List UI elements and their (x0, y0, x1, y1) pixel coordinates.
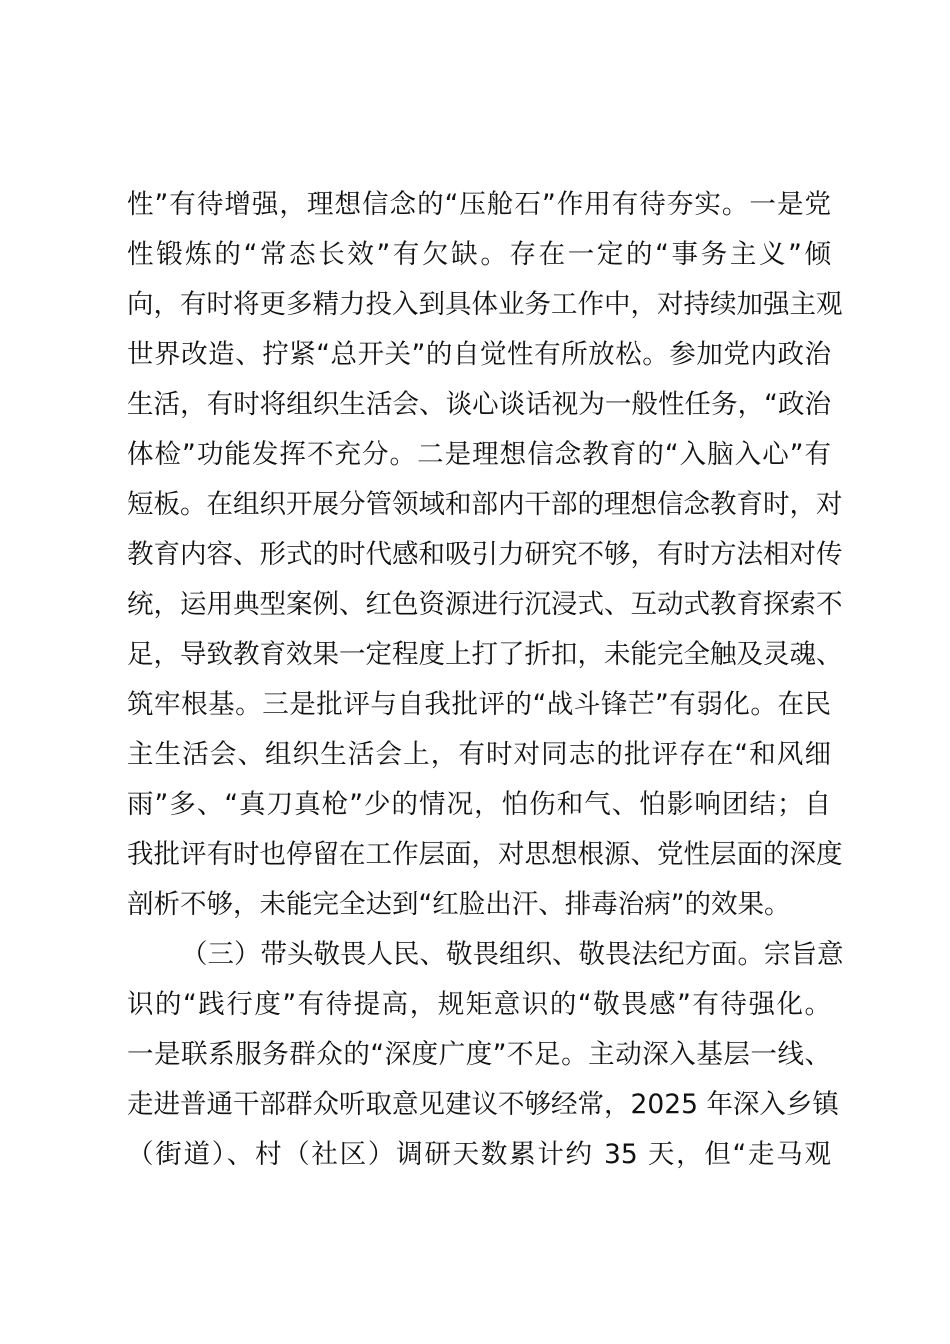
paragraph-line: 识的“践行度”有待提高，规矩意识的“敬畏感”有待强化。 (127, 989, 831, 1020)
document-page (127, 180, 844, 1180)
paragraph-line: 性”有待增强，理想信念的“压舱石”作用有待夯实。一是党 (127, 189, 831, 220)
paragraph-line: 教育内容、形式的时代感和吸引力研究不够，有时方法相对传 (127, 539, 843, 570)
paragraph-line: 体检”功能发挥不充分。二是理想信念教育的“入脑入心”有 (127, 439, 831, 470)
paragraph-line: 走进普通干部群众听取意见建议不够经常，2025 年深入乡镇 (127, 1089, 839, 1120)
paragraph-line: 向，有时将更多精力投入到具体业务工作中，对持续加强主观 (127, 289, 843, 320)
paragraph-line: 主生活会、组织生活会上，有时对同志的批评存在“和风细 (127, 739, 831, 770)
paragraph-line: 剖析不够，未能完全达到“红脸出汗、排毒治病”的效果。 (127, 889, 791, 920)
section-heading-line: （三）带头敬畏人民、敬畏组织、敬畏法纪方面。宗旨意 (181, 939, 844, 970)
paragraph-line: 统，运用典型案例、红色资源进行沉浸式、互动式教育探索不 (127, 589, 843, 620)
paragraph-line: 筑牢根基。三是批评与自我批评的“战斗锋芒”有弱化。在民 (127, 689, 831, 720)
paragraph-line: 世界改造、拧紧“总开关”的自觉性有所放松。参加党内政治 (127, 339, 831, 370)
paragraph-line: （街道）、村（社区）调研天数累计约 35 天，但“走马观 (127, 1139, 831, 1170)
paragraph-line: 足，导致教育效果一定程度上打了折扣，未能完全触及灵魂、 (127, 639, 843, 670)
paragraph-line: 性锻炼的“常态长效”有欠缺。存在一定的“事务主义”倾 (127, 239, 831, 270)
paragraph-line: 我批评有时也停留在工作层面，对思想根源、党性层面的深度 (127, 839, 843, 870)
paragraph-line: 一是联系服务群众的“深度广度”不足。主动深入基层一线、 (127, 1039, 831, 1070)
paragraph-line: 短板。在组织开展分管领域和部内干部的理想信念教育时，对 (127, 489, 843, 520)
paragraph-line: 雨”多、“真刀真枪”少的情况，怕伤和气、怕影响团结；自 (127, 789, 831, 820)
paragraph-line: 生活，有时将组织生活会、谈心谈话视为一般性任务，“政治 (127, 389, 831, 420)
